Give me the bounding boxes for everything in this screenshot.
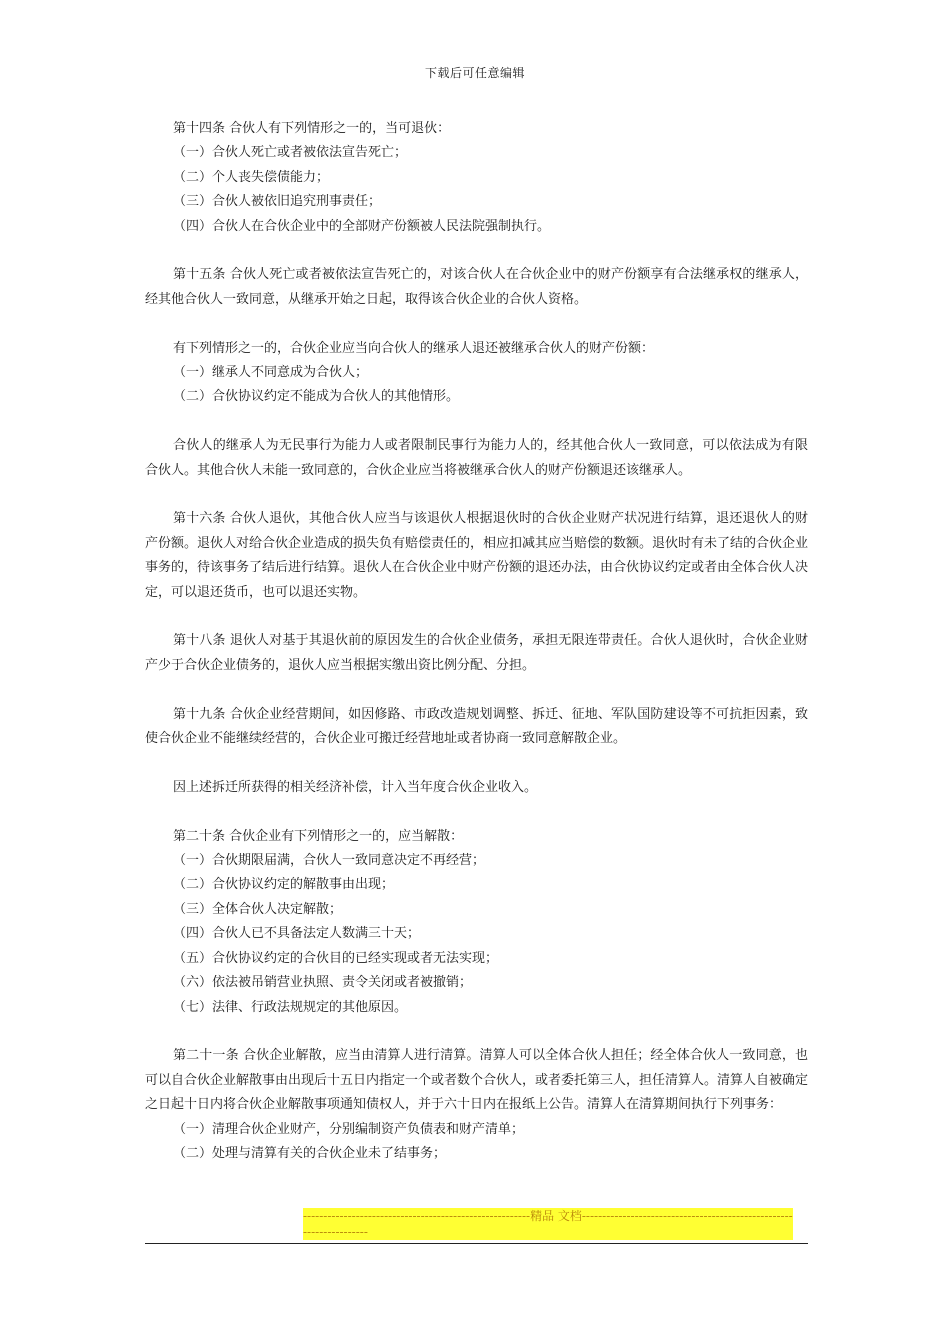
list-item: （三）合伙人被依旧追究刑事责任； <box>173 194 382 210</box>
section <box>145 434 808 483</box>
section <box>145 337 808 410</box>
list-item: （二）合伙协议约定的解散事由出现； <box>173 877 395 893</box>
list-item: （四）合伙人已不具备法定人数满三十天； <box>173 926 421 942</box>
list-item: （一）合伙期限届满，合伙人一致同意决定不再经营； <box>173 853 486 869</box>
page-footer <box>145 1208 808 1244</box>
list-item: （一）合伙人死亡或者被依法宣告死亡； <box>173 145 408 161</box>
list-item: （二）合伙协议约定不能成为合伙人的其他情形。 <box>173 389 460 405</box>
section <box>145 1044 808 1166</box>
footer-rule <box>145 1243 808 1244</box>
list-item: （四）合伙人在合伙企业中的全部财产份额被人民法院强制执行。 <box>173 218 551 234</box>
article-heading: 有下列情形之一的，合伙企业应当向合伙人的继承人退还被继承合伙人的财产份额： <box>173 340 655 356</box>
list-item: （二）个人丧失偿债能力； <box>173 169 330 185</box>
list-item: （一）清理合伙企业财产，分别编制资产负债表和财产清单； <box>173 1121 525 1137</box>
paragraph: 因上述拆迁所获得的相关经济补偿，计入当年度合伙企业收入。 <box>173 779 538 795</box>
list-item: （二）处理与清算有关的合伙企业未了结事务； <box>173 1145 447 1161</box>
section <box>145 825 808 1020</box>
footer-watermark: --------------------------------------------------------精品 文档-------------------------------------------------------------------- <box>303 1209 793 1239</box>
list-item: （三）全体合伙人决定解散； <box>173 901 343 917</box>
article-heading: 第二十条 合伙企业有下列情形之一的，应当解散： <box>173 828 464 844</box>
list-item: （七）法律、行政法规规定的其他原因。 <box>173 999 408 1015</box>
document-body <box>145 117 808 1191</box>
paragraph: 第十五条 合伙人死亡或者被依法宣告死亡的，对该合伙人在合伙企业中的财产份额享有合法继承权的继承人，经其他合伙人一致同意，从继承开始之日起，取得该合伙企业的合伙人资格。 <box>145 267 808 307</box>
paragraph: 第十六条 合伙人退伙，其他合伙人应当与该退伙人根据退伙时的合伙企业财产状况进行结算，退还退伙人的财产份额。退伙人对给合伙企业造成的损失负有赔偿责任的，相应扣减其应当赔偿的数额。退伙时有未了结的合伙企业事务的，待该事务了结后进行结算。退伙人在合伙企业中财产份额的退还办法，由合伙协议约定或者由全体合伙人决定，可以退还货币，也可以退还实物。 <box>145 511 809 600</box>
list-item: （五）合伙协议约定的合伙目的已经实现或者无法实现； <box>173 950 499 966</box>
article-heading: 第十四条 合伙人有下列情形之一的，当可退伙： <box>173 121 451 136</box>
paragraph: 第十八条 退伙人对基于其退伙前的原因发生的合伙企业债务，承担无限连带责任。合伙人退伙时，合伙企业财产少于合伙企业债务的，退伙人应当根据实缴出资比例分配、分担。 <box>145 633 808 673</box>
list-item: （一）继承人不同意成为合伙人； <box>173 365 369 381</box>
section <box>145 507 808 605</box>
paragraph: 第十九条 合伙企业经营期间，如因修路、市政改造规划调整、拆迁、征地、军队国防建设等不可抗拒因素，致使合伙企业不能继续经营的，合伙企业可搬迁经营地址或者协商一致同意解散企业。 <box>145 706 808 747</box>
page-header: 下载后可任意编辑 <box>424 66 525 80</box>
section <box>145 703 808 752</box>
list-item: （六）依法被吊销营业执照、责令关闭或者被撤销； <box>173 975 473 991</box>
paragraph: 合伙人的继承人为无民事行为能力人或者限制民事行为能力人的，经其他合伙人一致同意，可以依法成为有限合伙人。其他合伙人未能一致同意的，合伙企业应当将被继承合伙人的财产份额退还该继承人。 <box>145 438 808 478</box>
section <box>145 263 808 312</box>
section <box>145 117 808 239</box>
section <box>145 776 808 800</box>
section <box>145 629 808 678</box>
paragraph: 第二十一条 合伙企业解散，应当由清算人进行清算。清算人可以全体合伙人担任；经全体合伙人一致同意，也可以自合伙企业解散事由出现后十五日内指定一个或者数个合伙人，或者委托第三人，担任清算人。清算人自被确定之日起十日内将合伙企业解散事项通知债权人，并于六十日内在报纸上公告。清算人在清算期间执行下列事务： <box>145 1048 809 1113</box>
